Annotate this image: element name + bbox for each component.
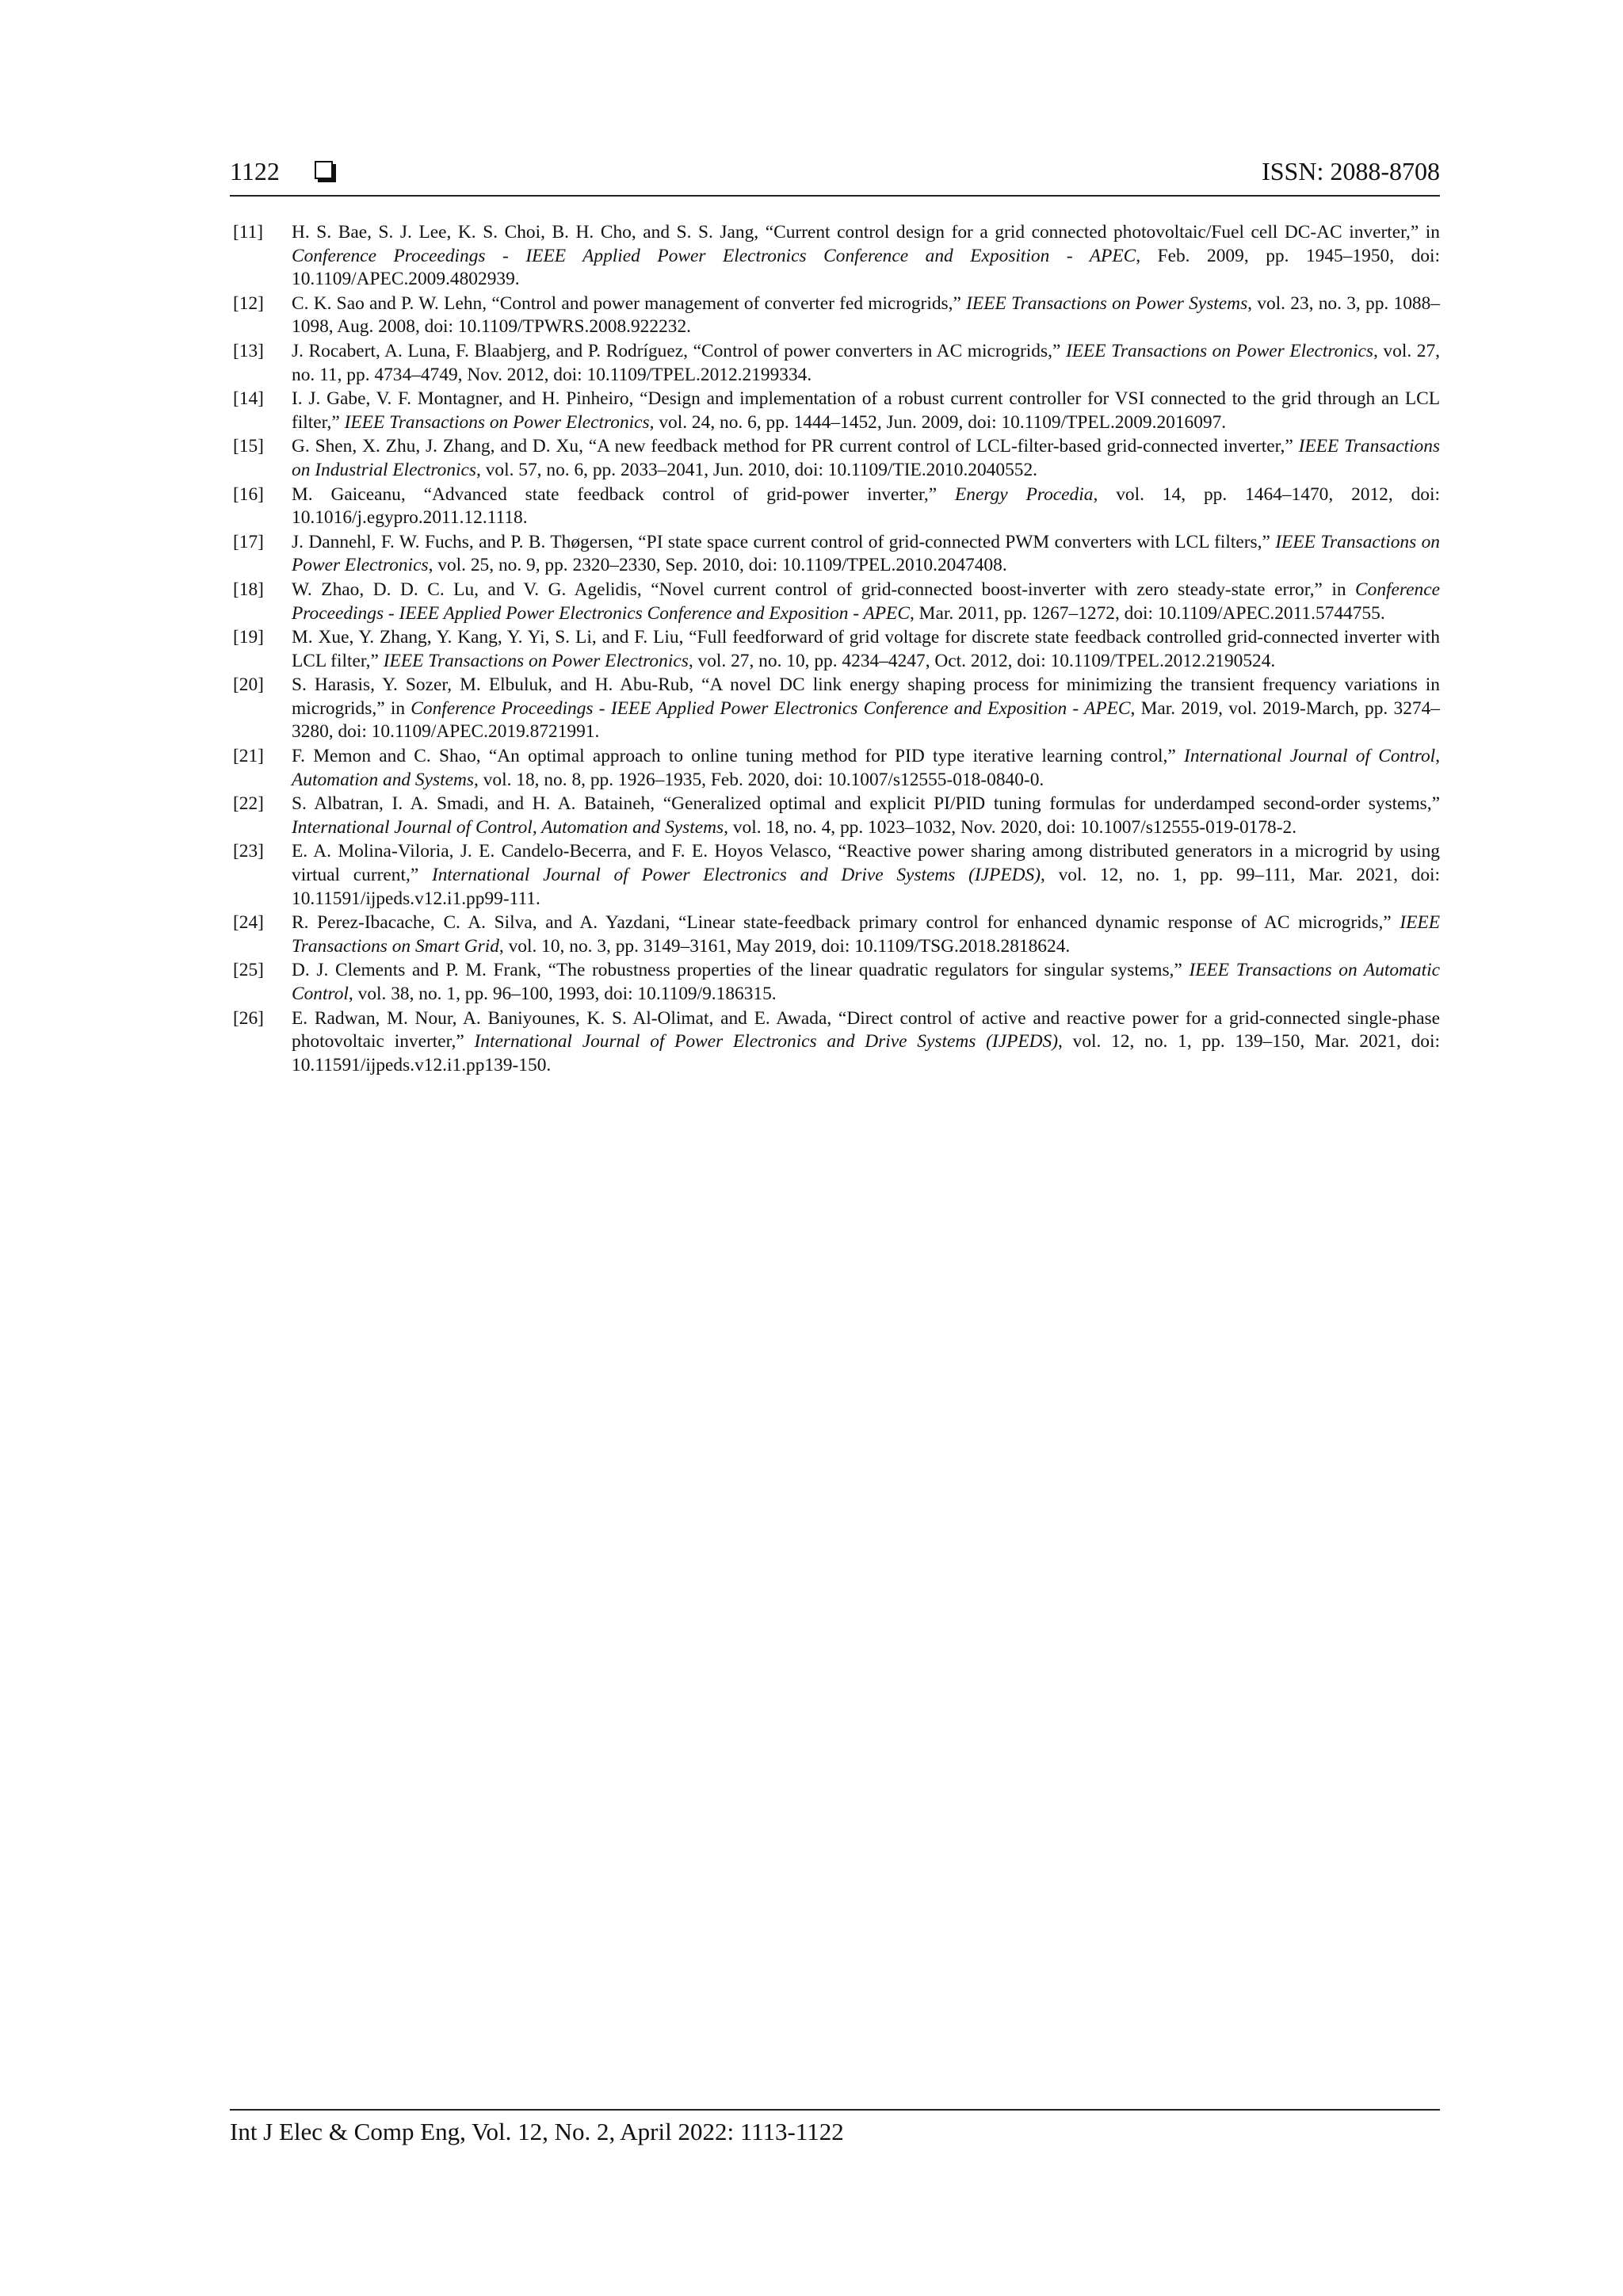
reference-venue: IEEE Transactions on Smart Grid xyxy=(292,912,1440,957)
reference-number: [15] xyxy=(233,436,264,457)
reference-text xyxy=(292,531,1440,578)
reference-item xyxy=(230,674,1440,744)
reference-authors-title: S. Harasis, Y. Sozer, M. Elbuluk, and H. Abu-Rub, “A novel DC link energy shaping process for minimizing the transient frequency variations in microgrids,” in xyxy=(292,674,1440,719)
reference-number: [12] xyxy=(233,292,264,314)
reference-text xyxy=(292,579,1440,625)
footer-citation: Int J Elec & Comp Eng, Vol. 12, No. 2, April 2022: 1113-1122 xyxy=(230,2118,844,2145)
reference-authors-title: I. J. Gabe, V. F. Montagner, and H. Pinheiro, “Design and implementation of a robust current controller for VSI connected to the grid through an LCL filter,” xyxy=(292,388,1440,433)
reference-item xyxy=(230,579,1440,625)
reference-details: , vol. 57, no. 6, pp. 2033–2041, Jun. 2010, doi: 10.1109/TIE.2010.2040552. xyxy=(476,459,1038,480)
reference-number: [26] xyxy=(233,1007,264,1029)
reference-text xyxy=(292,340,1440,387)
reference-authors-title: D. J. Clements and P. M. Frank, “The robustness properties of the linear quadratic regulators for singular systems,” xyxy=(292,960,1190,981)
reference-authors-title: R. Perez-Ibacache, C. A. Silva, and A. Yazdani, “Linear state-feedback primary control for enhanced dynamic response of AC microgrids,” xyxy=(292,912,1400,934)
reference-item xyxy=(230,793,1440,839)
reference-details: , vol. 24, no. 6, pp. 1444–1452, Jun. 2009, doi: 10.1109/TPEL.2009.2016097. xyxy=(649,411,1227,433)
reference-authors-title: G. Shen, X. Zhu, J. Zhang, and D. Xu, “A new feedback method for PR current control of LCL-filter-based grid-connected inverter,” xyxy=(292,436,1299,457)
reference-item xyxy=(230,340,1440,387)
reference-venue: IEEE Transactions on Industrial Electronics xyxy=(292,436,1440,480)
reference-details: , vol. 23, no. 3, pp. 1088–1098, Aug. 2008, doi: 10.1109/TPWRS.2008.922232. xyxy=(292,292,1440,338)
reference-details: , vol. 10, no. 3, pp. 3149–3161, May 2019, doi: 10.1109/TSG.2018.2818624. xyxy=(498,935,1071,957)
reference-authors-title: H. S. Bae, S. J. Lee, K. S. Choi, B. H. Cho, and S. S. Jang, “Current control design for a grid connected photovoltaic/Fuel cell DC-AC inverter,” in xyxy=(292,222,1440,243)
reference-details: , vol. 12, no. 1, pp. 139–150, Mar. 2021, doi: 10.11591/ijpeds.v12.i1.pp139-150. xyxy=(292,1031,1440,1075)
reference-text xyxy=(292,292,1440,339)
reference-venue: International Journal of Control, Automation and Systems xyxy=(292,816,724,838)
page-number: 1122 xyxy=(230,157,280,185)
reference-venue: International Journal of Power Electronics and Drive Systems (IJPEDS) xyxy=(431,865,1041,886)
reference-number: [17] xyxy=(233,531,264,552)
reference-list xyxy=(230,221,1440,1078)
reference-venue: Conference Proceedings - IEEE Applied Power Electronics Conference and Exposition - APEC xyxy=(292,579,1440,624)
reference-text xyxy=(292,674,1440,744)
reference-item xyxy=(230,1007,1440,1078)
reference-text xyxy=(292,840,1440,911)
reference-venue: IEEE Transactions on Power Electronics xyxy=(344,411,650,433)
reference-details: , vol. 12, no. 1, pp. 99–111, Mar. 2021, doi: 10.11591/ijpeds.v12.i1.pp99-111. xyxy=(292,865,1441,909)
reference-details: , vol. 38, no. 1, pp. 96–100, 1993, doi: 10.1109/9.186315. xyxy=(348,984,777,1004)
reference-venue: IEEE Transactions on Power Electronics xyxy=(383,650,689,671)
reference-authors-title: S. Albatran, I. A. Smadi, and H. A. Bataineh, “Generalized optimal and explicit PI/PID tuning formulas for underdamped second-order systems,” xyxy=(292,793,1440,815)
reference-number: [22] xyxy=(233,793,264,815)
reference-details: , vol. 14, pp. 1464–1470, 2012, doi: 10.1016/j.egypro.2011.12.1118. xyxy=(292,483,1440,529)
reference-text xyxy=(292,435,1440,482)
reference-number: [21] xyxy=(233,746,264,767)
reference-details: , Feb. 2009, pp. 1945–1950, doi: 10.1109/APEC.2009.4802939. xyxy=(292,245,1440,290)
reference-details: , vol. 27, no. 10, pp. 4234–4247, Oct. 2012, doi: 10.1109/TPEL.2012.2190524. xyxy=(688,650,1276,671)
reference-authors-title: J. Dannehl, F. W. Fuchs, and P. B. Thøgersen, “PI state space current control of grid-connected PWM converters with LCL filters,” xyxy=(292,531,1276,552)
reference-authors-title: C. K. Sao and P. W. Lehn, “Control and power management of converter fed microgrids,” xyxy=(292,292,967,314)
reference-number: [13] xyxy=(233,340,264,361)
reference-venue: IEEE Transactions on Power Electronics xyxy=(292,531,1440,576)
reference-text xyxy=(292,388,1440,434)
reference-number: [14] xyxy=(233,388,264,410)
reference-item xyxy=(230,911,1440,958)
reference-number: [25] xyxy=(233,960,264,981)
reference-authors-title: W. Zhao, D. D. C. Lu, and V. G. Agelidis, “Novel current control of grid-connected boost-inverter with zero steady-state error,” in xyxy=(292,579,1356,600)
reference-text xyxy=(292,793,1440,839)
reference-number: [23] xyxy=(233,841,264,862)
reference-details: , vol. 18, no. 8, pp. 1926–1935, Feb. 2020, doi: 10.1007/s12555-018-0840-0. xyxy=(474,769,1044,790)
reference-authors-title: E. A. Molina-Viloria, J. E. Candelo-Becerra, and F. E. Hoyos Velasco, “Reactive power sharing among distributed generators in a microgrid by using virtual current,” xyxy=(292,841,1440,886)
reference-item xyxy=(230,840,1440,911)
reference-item xyxy=(230,745,1440,792)
reference-text xyxy=(292,911,1440,958)
reference-text xyxy=(292,221,1440,292)
reference-number: [16] xyxy=(233,483,264,505)
reference-item xyxy=(230,959,1440,1006)
reference-number: [19] xyxy=(233,627,264,648)
reference-details: , Mar. 2019, vol. 2019-March, pp. 3274–3280, doi: 10.1109/APEC.2019.8721991. xyxy=(292,697,1440,743)
reference-venue: Energy Procedia xyxy=(955,483,1094,505)
reference-item xyxy=(230,292,1440,339)
reference-venue: International Journal of Control, Automation and Systems xyxy=(292,746,1440,790)
reference-authors-title: J. Rocabert, A. Luna, F. Blaabjerg, and P. Rodríguez, “Control of power converters in AC microgrids,” xyxy=(292,340,1066,361)
reference-item xyxy=(230,626,1440,673)
reference-venue: International Journal of Power Electronics and Drive Systems (IJPEDS) xyxy=(474,1031,1059,1052)
reference-item xyxy=(230,221,1440,292)
reference-item xyxy=(230,531,1440,578)
reference-number: [20] xyxy=(233,674,264,696)
square-bullet-icon xyxy=(315,161,333,179)
reference-text xyxy=(292,626,1440,673)
reference-details: , vol. 27, no. 11, pp. 4734–4749, Nov. 2012, doi: 10.1109/TPEL.2012.2199334. xyxy=(292,340,1440,385)
page-footer xyxy=(230,2109,1440,2147)
reference-details: , vol. 25, no. 9, pp. 2320–2330, Sep. 2010, doi: 10.1109/TPEL.2010.2047408. xyxy=(428,555,1007,576)
reference-venue: IEEE Transactions on Power Electronics xyxy=(1065,340,1373,361)
reference-venue: IEEE Transactions on Automatic Control xyxy=(292,960,1440,1004)
reference-text xyxy=(292,483,1440,530)
reference-text xyxy=(292,959,1440,1006)
reference-details: , Mar. 2011, pp. 1267–1272, doi: 10.1109/APEC.2011.5744755. xyxy=(909,602,1385,624)
reference-text xyxy=(292,745,1440,792)
page-header xyxy=(230,155,1440,197)
reference-authors-title: F. Memon and C. Shao, “An optimal approach to online tuning method for PID type iterative learning control,” xyxy=(292,746,1185,767)
reference-venue: Conference Proceedings - IEEE Applied Power Electronics Conference and Exposition - APEC xyxy=(292,245,1136,266)
reference-venue: Conference Proceedings - IEEE Applied Power Electronics Conference and Exposition - APEC xyxy=(411,697,1131,719)
reference-number: [18] xyxy=(233,579,264,600)
reference-text xyxy=(292,1007,1440,1078)
reference-item xyxy=(230,483,1440,530)
reference-authors-title: E. Radwan, M. Nour, A. Baniyounes, K. S. Al-Olimat, and E. Awada, “Direct control of active and reactive power for a grid-connected single-phase photovoltaic inverter,” xyxy=(292,1007,1440,1052)
reference-details: , vol. 18, no. 4, pp. 1023–1032, Nov. 2020, doi: 10.1007/s12555-019-0178-2. xyxy=(724,816,1297,838)
reference-number: [11] xyxy=(233,222,264,243)
reference-authors-title: M. Xue, Y. Zhang, Y. Kang, Y. Yi, S. Li, and F. Liu, “Full feedforward of grid voltage for discrete state feedback controlled grid-connected inverter with LCL filter,” xyxy=(292,627,1440,671)
reference-item xyxy=(230,435,1440,482)
issn: ISSN: 2088-8708 xyxy=(1262,157,1440,185)
reference-number: [24] xyxy=(233,912,264,934)
reference-authors-title: M. Gaiceanu, “Advanced state feedback control of grid-power inverter,” xyxy=(292,483,955,505)
reference-item xyxy=(230,388,1440,434)
reference-venue: IEEE Transactions on Power Systems xyxy=(966,292,1248,314)
